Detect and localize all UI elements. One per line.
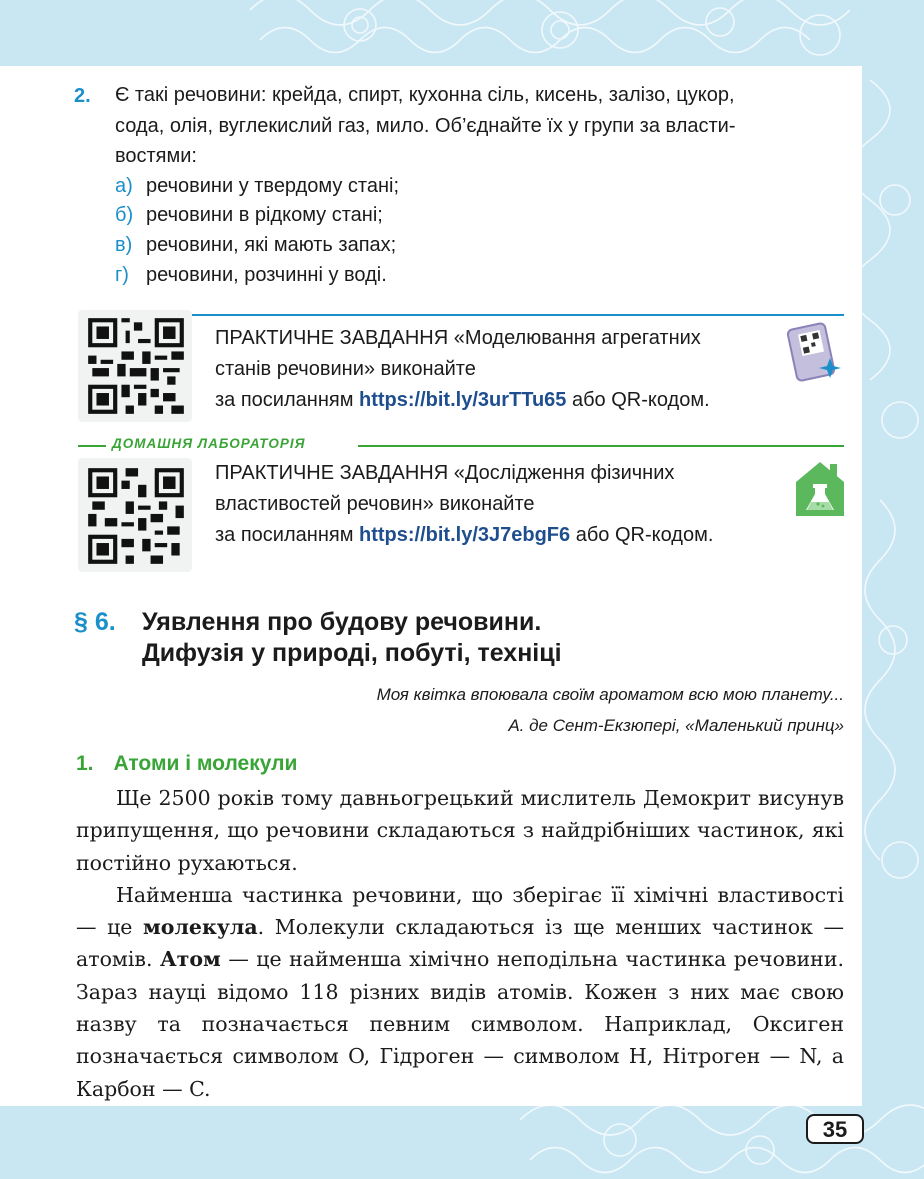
section-title-line: Уявлення про будову речовини. [142, 608, 542, 636]
task-number: 2. [74, 85, 91, 107]
task-option [115, 200, 383, 230]
option-text: речовини, які мають запах; [146, 234, 397, 256]
page-number: 35 [806, 1114, 864, 1144]
link-suffix: або QR-кодом. [570, 524, 714, 546]
qr-code-icon[interactable] [84, 464, 188, 568]
subsection-heading [76, 752, 297, 776]
epigraph-quote: Моя квітка впоювала своїм ароматом всю мою планету... [376, 685, 844, 704]
task-text-line: Є такі речовини: крейда, спирт, кухонна сіль, кисень, залізо, цукор, [115, 84, 735, 106]
tablet-qr-icon [786, 318, 846, 382]
option-text: речовини в рідкому стані; [146, 204, 383, 226]
practical-text-line [215, 520, 713, 551]
body-text [76, 782, 844, 1105]
divider-line [78, 445, 106, 447]
option-letter: б) [115, 204, 134, 226]
subsection-title: Атоми і молекули [113, 752, 298, 775]
link-prefix: за посиланням [215, 389, 359, 411]
practical-text-line: станів речовини» виконайте [215, 358, 476, 380]
home-lab-link[interactable]: https://bit.ly/3J7ebgF6 [359, 524, 571, 546]
text-run: . Молекули складаються із ще менших частинок — атомів. [76, 915, 844, 972]
link-prefix: за посиланням [215, 524, 359, 546]
option-letter: г) [115, 264, 129, 286]
practical-text-line [215, 385, 710, 416]
divider-line [358, 445, 844, 447]
practical-text-line: ПРАКТИЧНЕ ЗАВДАННЯ «Дослідження фізичних [215, 462, 675, 484]
task-option [115, 230, 396, 260]
task-text-line: сода, олія, вуглекислий газ, мило. Об’єднайте їх у групи за власти- [115, 115, 736, 137]
qr-code-icon[interactable] [84, 314, 188, 418]
practical-text-line: ПРАКТИЧНЕ ЗАВДАННЯ «Моделювання агрегатних [215, 327, 701, 349]
paragraph [76, 879, 844, 1105]
practical-text-line: властивостей речовин» виконайте [215, 493, 535, 515]
option-letter: в) [115, 234, 133, 256]
divider-line [192, 314, 844, 316]
link-suffix: або QR-кодом. [566, 389, 710, 411]
qr-code-frame [78, 458, 192, 572]
option-text: речовини, розчинні у воді. [146, 264, 387, 286]
section-number: § 6. [74, 608, 116, 636]
option-letter: а) [115, 175, 133, 197]
practical-link[interactable]: https://bit.ly/3urTTu65 [359, 389, 567, 411]
term-atom: Атом [159, 947, 221, 972]
home-lab-label: ДОМАШНЯ ЛАБОРАТОРІЯ [112, 436, 306, 451]
task-text-line: востями: [115, 145, 197, 167]
text-run: Найменша частинка речовини, що зберігає її хімічні властивості — це [76, 882, 844, 940]
text-run: — це найменша хімічно неподільна частинка речовини. Зараз науці відомо 118 різних видів атомів. Кожен з них має свою назву та позначається певним символом. Наприклад, Оксиген позначається символом O, Гідроген — символом H, Нітроген — N, а Карбон — C. [76, 947, 844, 1101]
paragraph: Ще 2500 років тому давньогрецький мислитель Демокрит висунув припущення, що речовини складаються з найдрібніших частинок, які постійно рухаються. [76, 786, 844, 875]
subsection-number: 1. [76, 752, 94, 775]
task-option [115, 260, 387, 290]
task-option [115, 171, 399, 201]
epigraph-author: А. де Сент-Екзюпері, «Маленький принц» [508, 716, 844, 735]
qr-code-frame [78, 310, 192, 422]
home-lab-icon [794, 458, 846, 518]
term-molecule: молекула [143, 915, 258, 940]
option-text: речовини у твердому стані; [146, 175, 400, 197]
section-title-line: Дифузія у природі, побуті, техніці [142, 639, 562, 667]
